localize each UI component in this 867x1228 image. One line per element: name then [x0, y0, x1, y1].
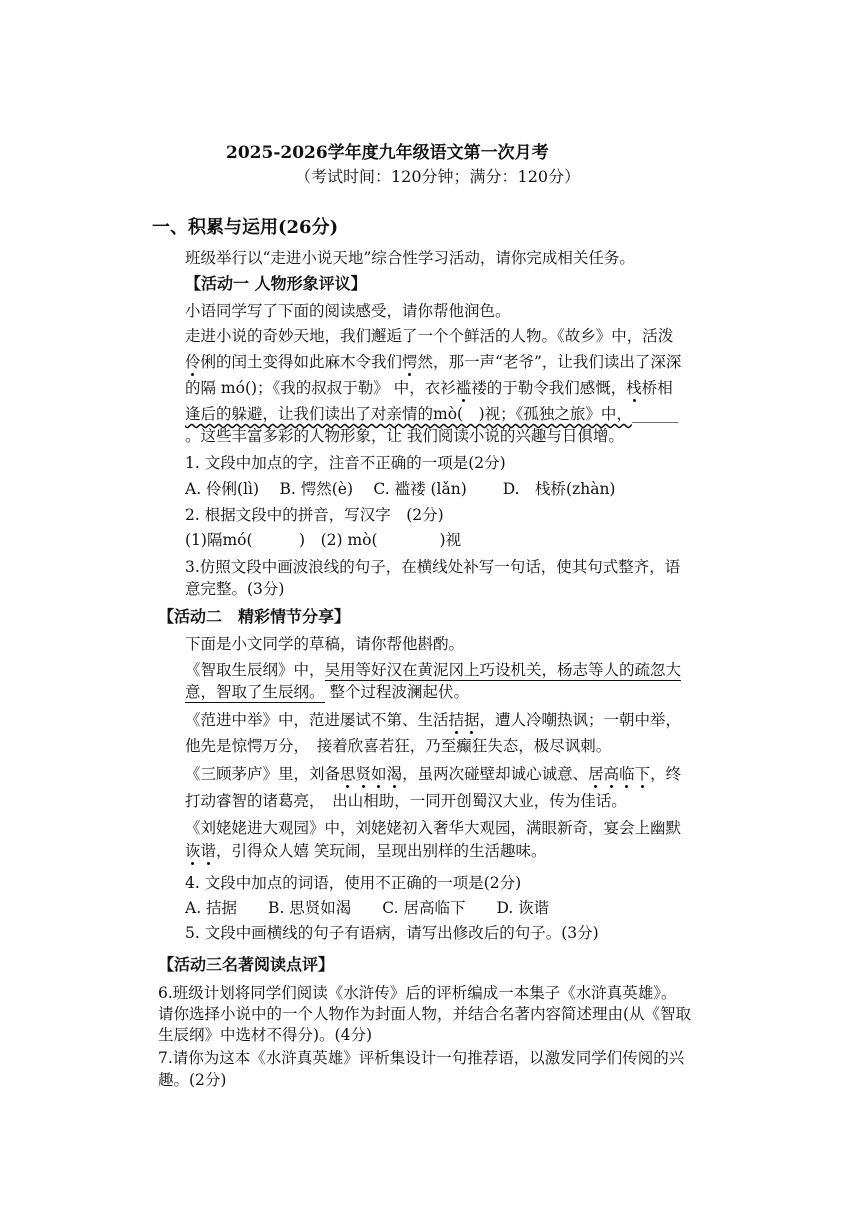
question-4-options: A. 拮据 B. 思贤如渴 C. 居高临下 D. 诙谐 [185, 899, 550, 917]
dotted-char: 诙 [185, 842, 201, 860]
question-6-cont: 生辰纲》中选材不得分)。(4分) [158, 1026, 373, 1044]
exam-title: 2025-2026学年度九年级语文第一次月考 [226, 143, 549, 163]
passage-text: 俐的闰土变得如此麻木令我们 [200, 353, 403, 371]
dotted-char: 伶 [185, 353, 201, 371]
dotted-char: 渴 [386, 765, 403, 783]
question-6: 6.班级计划将同学们阅读《水浒传》后的评析编成一本集子《水浒真英雄》。 [158, 984, 677, 1002]
draft-line: 《刘姥姥进大观园》中，刘姥姥初入奢华大观园，满眼新奇，宴会上幽默 [185, 819, 682, 837]
draft-line [185, 682, 469, 702]
draft-text: ，引得众人嬉 笑玩闹，呈现出别样的生活趣味。 [216, 842, 547, 860]
activity-two-lead: 下面是小文同学的草稿，请你帮他斟酌。 [185, 635, 465, 653]
activity-three-title: 【活动三名著阅读点评】 [158, 955, 335, 974]
draft-line [185, 710, 681, 730]
draft-text: ，终 [650, 765, 682, 783]
dotted-char: 思 [340, 765, 356, 783]
underlined-sentence: 意，智取了生辰纲。 [185, 683, 325, 701]
dotted-char: 据 [464, 711, 480, 729]
activity-one-title: 【活动一 人物形象评议】 [185, 274, 367, 293]
passage-line [185, 404, 678, 424]
underlined-sentence: 吴用等好汉在黄泥冈上巧设机关，杨志等人的疏忽大 [324, 661, 682, 679]
draft-line [185, 660, 681, 680]
draft-line [185, 841, 546, 861]
question-3-cont: 意完整。(3分) [185, 580, 285, 598]
answer-blank[interactable]: ______ [631, 405, 679, 423]
dotted-char: 高 [603, 765, 620, 783]
draft-text: 《三顾茅庐》里，刘备 [185, 765, 341, 783]
passage-text: 桥相 [641, 379, 673, 397]
draft-line [185, 764, 681, 784]
draft-line: 他先是惊愕万分， 接着欣喜若狂，乃至癫狂失态，极尽讽刺。 [185, 737, 612, 755]
passage-text: 然，那一声“老爷”，让我们读出了深深 [417, 353, 682, 371]
draft-text: ，遭人冷嘲热讽；一朝中举， [479, 711, 682, 729]
section-heading: 一、积累与运用(26分) [152, 217, 339, 238]
dotted-char: 拮 [448, 711, 465, 729]
passage-line [185, 352, 681, 372]
question-6-cont: 请你选择小说中的一个人物作为封面人物，并结合名著内容简述理由(从《智取 [158, 1005, 692, 1023]
section-intro: 班级举行以“走进小说天地”综合性学习活动，请你完成相关任务。 [185, 249, 635, 267]
draft-text: 《范进中举》中，范进屡试不第、生活 [185, 711, 449, 729]
dotted-char: 如 [371, 765, 387, 783]
passage-text: 褛的于勒令我们感慨， [471, 379, 627, 397]
question-2: 2. 根据文段中的拼音，写汉字 (2分) [185, 506, 444, 524]
dotted-char: 居 [588, 765, 604, 783]
question-1-options: A. 伶俐(lì) B. 愕然(è) C. 褴褛 (lǎn) D. 栈桥(zhàn) [185, 480, 616, 498]
dotted-char: 愕 [402, 353, 418, 371]
dotted-char: 贤 [355, 765, 372, 783]
question-7-cont: 趣。(2分) [158, 1071, 227, 1089]
wavy-underlined-sentence: 逢后的躲避，让我们读出了对亲情的mò( )视；《孤独之旅》中， [185, 405, 632, 423]
question-2-items: (1)隔mó( ) (2) mò( )视 [185, 531, 462, 549]
question-5: 5. 文段中画横线的句子有语病，请写出修改后的句子。(3分) [185, 924, 599, 942]
dotted-char: 褴 [455, 379, 472, 397]
draft-text: 整个过程波澜起伏。 [324, 683, 469, 701]
question-7: 7.请你为这本《水浒真英雄》评析集设计一句推荐语，以激发同学们传阅的兴 [158, 1049, 685, 1067]
passage-line: 走进小说的奇妙天地，我们邂逅了一个个鲜活的人物。《故乡》中，活泼 [185, 327, 674, 345]
dotted-char: 下 [634, 765, 651, 783]
activity-one-lead: 小语同学写了下面的阅读感受，请你帮他润色。 [185, 302, 511, 320]
draft-line: 打动睿智的诸葛亮， 出山相助，一同开创蜀汉大业，传为佳话。 [185, 792, 627, 810]
question-3: 3.仿照文段中画波浪线的句子，在横线处补写一句话，使其句式整齐，语 [185, 558, 681, 576]
draft-text: ，虽两次碰壁却诚心诚意、 [402, 765, 589, 783]
dotted-char: 临 [619, 765, 635, 783]
activity-two-title: 【活动二 精彩情节分享】 [158, 607, 351, 626]
draft-text: 《智取生辰纲》中， [185, 661, 325, 679]
exam-subtitle: （考试时间：120分钟；满分：120分） [295, 167, 581, 186]
dotted-char: 谐 [200, 842, 217, 860]
question-4: 4. 文段中加点的词语，使用不正确的一项是(2分) [185, 874, 522, 892]
passage-text: 的隔 mó()；《我的叔叔于勒》 中，衣衫 [185, 379, 456, 397]
dotted-char: 栈 [626, 379, 642, 397]
passage-line: 。这些丰富多彩的人物形象，让 我们阅读小说的兴趣与日俱增。 [185, 427, 624, 445]
question-1: 1. 文段中加点的字，注音不正确的一项是(2分) [185, 454, 506, 472]
passage-line [185, 378, 673, 398]
